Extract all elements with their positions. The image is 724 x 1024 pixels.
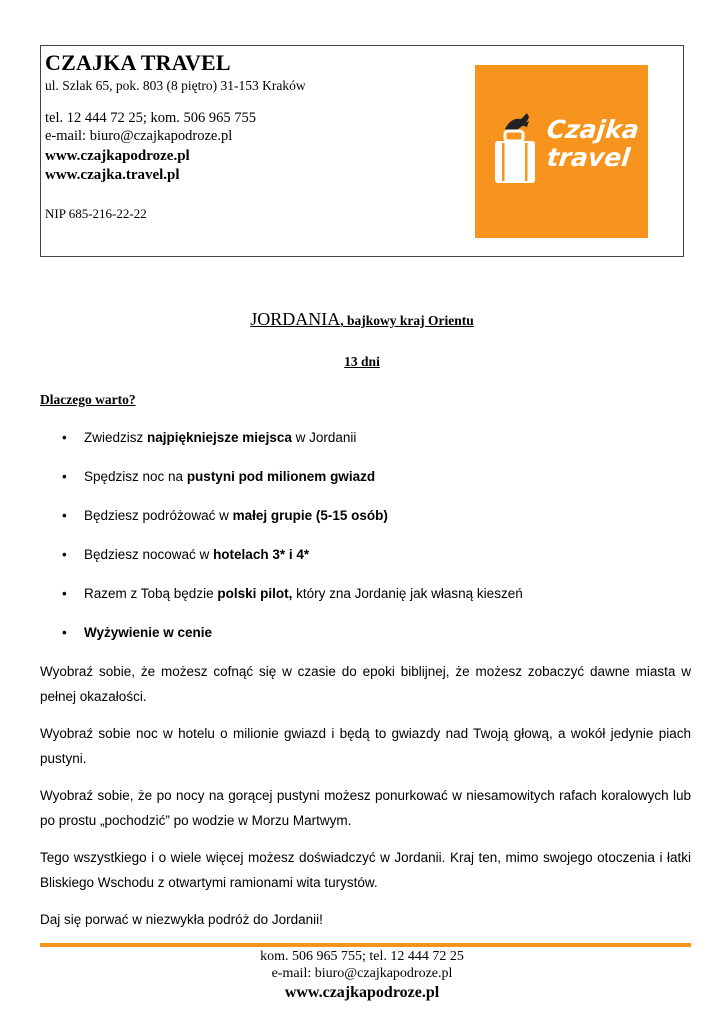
page-title-subtitle: , bajkowy kraj Orientu bbox=[340, 313, 474, 328]
list-item-text: Spędzisz noc na bbox=[84, 469, 187, 484]
why-heading: Dlaczego warto? bbox=[40, 392, 136, 407]
list-item bbox=[62, 586, 523, 601]
company-email[interactable]: e-mail: biuro@czajkapodroze.pl bbox=[45, 128, 233, 144]
list-item bbox=[62, 547, 309, 562]
list-item-bold: hotelach 3* i 4* bbox=[213, 547, 310, 562]
list-item bbox=[62, 625, 212, 640]
body-paragraph: Daj się porwać w niezwykła podróż do Jordanii! bbox=[40, 912, 323, 927]
bullet-icon: • bbox=[62, 547, 67, 562]
company-name: CZAJKA TRAVEL bbox=[45, 50, 231, 75]
footer-phone: kom. 506 965 755; tel. 12 444 72 25 bbox=[260, 949, 464, 964]
list-item-text: Razem z Tobą będzie bbox=[84, 586, 218, 601]
footer-divider bbox=[40, 943, 691, 947]
list-item-text: który zna Jordanię jak własną kieszeń bbox=[292, 586, 523, 601]
bullet-icon: • bbox=[62, 469, 67, 484]
list-item-bold: Wyżywienie w cenie bbox=[84, 625, 213, 640]
company-nip: NIP 685-216-22-22 bbox=[45, 206, 147, 221]
bullet-icon: • bbox=[62, 625, 67, 640]
list-item-bold: małej grupie (5-15 osób) bbox=[232, 508, 388, 523]
list-item-text: Zwiedzisz bbox=[84, 430, 148, 445]
list-item-bold: pustyni pod milionem gwiazd bbox=[186, 469, 376, 484]
company-website-link[interactable]: www.czajkapodroze.pl bbox=[45, 148, 190, 164]
footer-email[interactable]: e-mail: biuro@czajkapodroze.pl bbox=[271, 966, 453, 981]
logo-text-line2: travel bbox=[545, 143, 632, 172]
bullet-icon: • bbox=[62, 586, 67, 601]
logo-text-line1: Czajka bbox=[545, 115, 641, 144]
trip-duration: 13 dni bbox=[344, 354, 380, 369]
body-paragraph: Tego wszystkiego i o wiele więcej możesz doświadczyć w Jordanii. Kraj ten, mimo swojego otoczenia i łatki Bliskiego Wschodu z otwartymi ramionami wita turystów. bbox=[40, 850, 691, 890]
company-logo bbox=[475, 65, 648, 238]
body-paragraph: Wyobraź sobie, że po nocy na gorącej pustyni możesz ponurkować w niesamowitych rafach koralowych lub po prostu „pochodzić” po wodzie w Morzu Martwym. bbox=[40, 788, 691, 828]
list-item-text: Będziesz podróżować w bbox=[84, 508, 233, 523]
list-item bbox=[62, 430, 356, 445]
list-item-text: Będziesz nocować w bbox=[84, 547, 214, 562]
page-title-main: JORDANIA bbox=[250, 309, 341, 329]
list-item-bold: polski pilot, bbox=[217, 586, 293, 601]
bullet-icon: • bbox=[62, 430, 67, 445]
company-address: ul. Szlak 65, pok. 803 (8 piętro) 31-153 Kraków bbox=[45, 78, 306, 93]
company-website-link-2[interactable]: www.czajka.travel.pl bbox=[45, 167, 180, 183]
company-header bbox=[40, 45, 684, 257]
list-item-text: w Jordanii bbox=[291, 430, 357, 445]
list-item-bold: najpiękniejsze miejsca bbox=[147, 430, 292, 445]
body-paragraph: Wyobraź sobie, że możesz cofnąć się w czasie do epoki biblijnej, że możesz zobaczyć dawne miasta w pełnej okazałości. bbox=[40, 664, 691, 704]
company-phone: tel. 12 444 72 25; kom. 506 965 755 bbox=[45, 110, 257, 126]
list-item bbox=[62, 469, 375, 484]
page-title bbox=[0, 309, 724, 330]
body-paragraph: Wyobraź sobie noc w hotelu o milionie gwiazd i będą to gwiazdy nad Twoją głową, a wokół jedynie piach pustyni. bbox=[40, 726, 691, 766]
list-item bbox=[62, 508, 388, 523]
bullet-icon: • bbox=[62, 508, 67, 523]
footer-website-link[interactable]: www.czajkapodroze.pl bbox=[284, 984, 440, 1001]
